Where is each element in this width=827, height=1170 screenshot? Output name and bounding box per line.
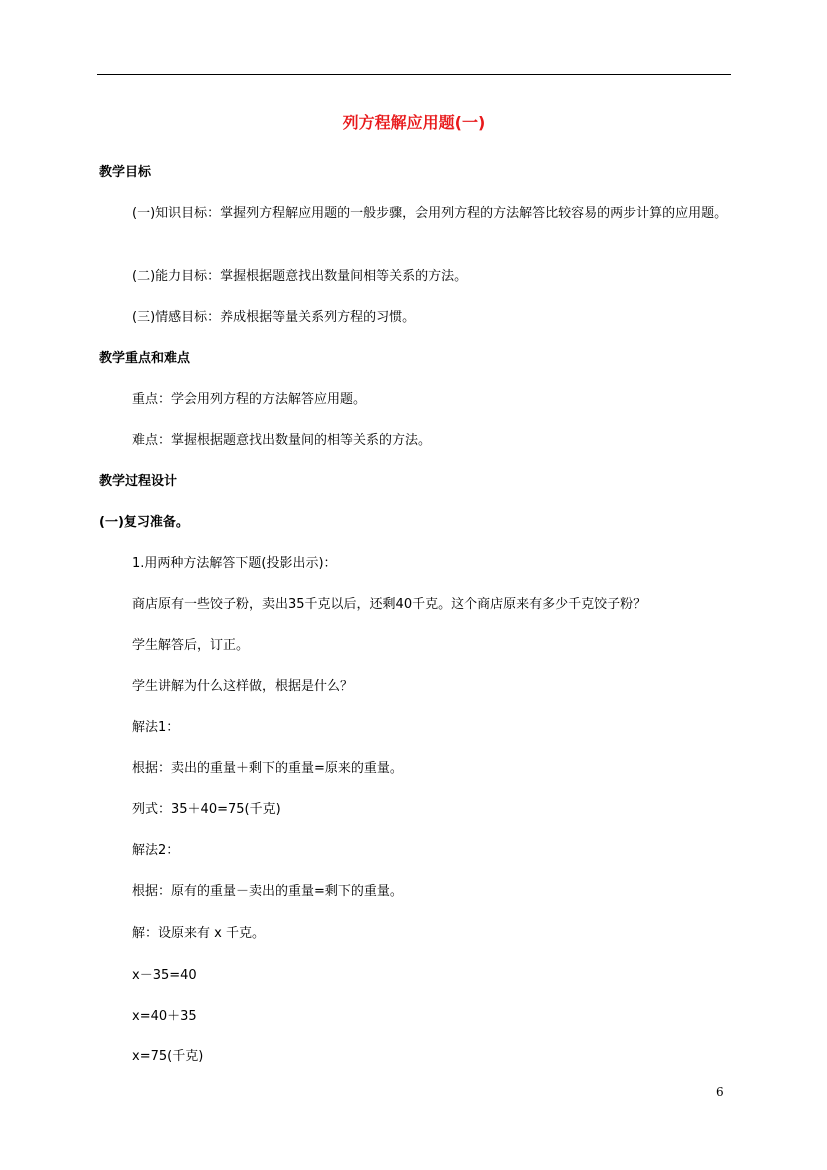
section-heading-goals: 教学目标 — [99, 165, 152, 180]
body-line: 解：设原来有 x 千克。 — [132, 926, 265, 941]
section-heading-process: 教学过程设计 — [99, 474, 178, 489]
body-line: 解法1： — [132, 720, 180, 735]
equation-line: x=40＋35 — [132, 1009, 197, 1024]
document-title: 列方程解应用题(一) — [342, 113, 486, 132]
key-point: 重点：学会用列方程的方法解答应用题。 — [132, 392, 367, 407]
goal-emotion: (三)情感目标：养成根据等量关系列方程的习惯。 — [132, 310, 416, 325]
body-line: 1.用两种方法解答下题(投影出示)： — [132, 556, 337, 571]
section-heading-key-points: 教学重点和难点 — [99, 351, 191, 366]
goal-ability: (二)能力目标：掌握根据题意找出数量间相等关系的方法。 — [132, 269, 468, 284]
body-line: 商店原有一些饺子粉，卖出35千克以后，还剩40千克。这个商店原来有多少千克饺子粉？ — [132, 597, 647, 612]
subsection-heading-review: (一)复习准备。 — [99, 515, 189, 530]
body-line: 解法2： — [132, 843, 180, 858]
equation-line: x=75(千克) — [132, 1049, 204, 1064]
goal-knowledge: (一)知识目标：掌握列方程解应用题的一般步骤，会用列方程的方法解答比较容易的两步计算的应用题。 — [132, 206, 728, 221]
body-line: 根据：原有的重量－卖出的重量=剩下的重量。 — [132, 884, 403, 899]
body-line: 根据：卖出的重量＋剩下的重量=原来的重量。 — [132, 761, 403, 776]
page-number: 6 — [716, 1085, 724, 1099]
body-line: 学生讲解为什么这样做，根据是什么？ — [132, 679, 354, 694]
body-line: 学生解答后，订正。 — [132, 638, 250, 653]
difficult-point: 难点：掌握根据题意找出数量间的相等关系的方法。 — [132, 433, 432, 448]
header-rule — [97, 74, 731, 75]
body-line: 列式：35＋40=75(千克) — [132, 802, 281, 817]
equation-line: x－35=40 — [132, 968, 197, 983]
